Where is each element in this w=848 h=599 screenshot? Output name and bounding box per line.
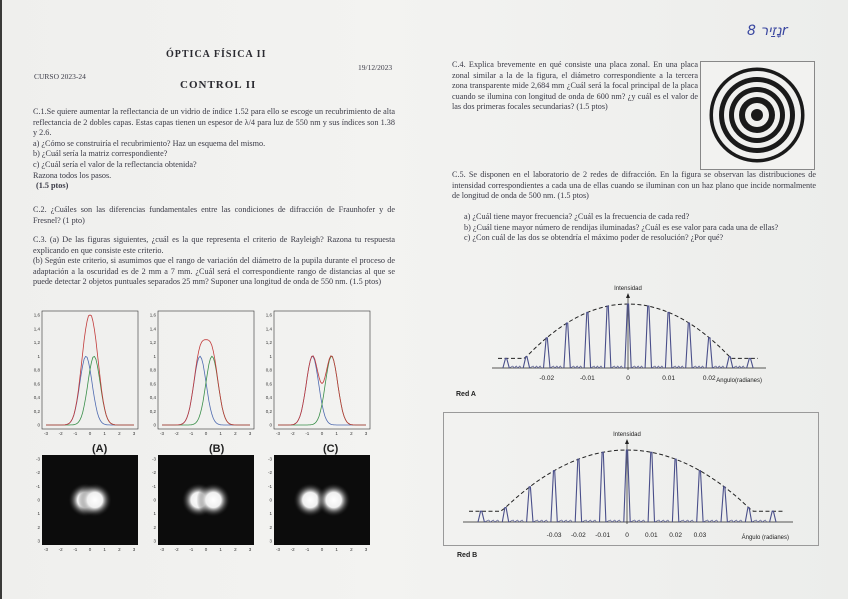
tick-label-1: -0.02 <box>570 532 586 539</box>
img-ytick-1-4: 1 <box>153 511 156 517</box>
tick-label-4: 0.02 <box>702 375 716 382</box>
img-ytick-1-6: 3 <box>153 538 156 544</box>
ytick-0-0: 1,6 <box>33 312 40 318</box>
xtick-1-5: 2 <box>234 431 237 436</box>
question-c1 <box>33 107 395 192</box>
y-axis-label: Intensidad <box>613 432 641 438</box>
label-plot-c: (C) <box>323 443 339 455</box>
ytick-1-8: 0 <box>153 422 156 428</box>
xtick-0-0: -3 <box>43 431 49 436</box>
ytick-2-8: 0 <box>269 422 272 428</box>
tick-label-6: 0.03 <box>693 532 707 539</box>
xtick-0-5: 2 <box>118 431 121 436</box>
ytick-0-7: 0,2 <box>33 408 40 414</box>
ytick-2-0: 1,6 <box>265 312 272 318</box>
ytick-1-3: 1 <box>153 353 156 359</box>
peak-7 <box>648 452 654 522</box>
curve-right-0 <box>46 356 134 425</box>
peak-2 <box>544 338 551 368</box>
img-xtick-2-6: 3 <box>364 547 368 552</box>
tick-label-5: 0.02 <box>669 532 682 539</box>
peak-8 <box>665 312 671 368</box>
img-xtick-0-6: 3 <box>132 547 136 552</box>
img-ytick-0-2: -1 <box>35 483 40 489</box>
zone-plate-image <box>701 62 814 169</box>
img-ytick-2-5: 2 <box>269 524 272 530</box>
c1-points: (1.5 ptos) <box>36 181 69 191</box>
img-ytick-0-3: 0 <box>37 497 40 503</box>
peak-12 <box>747 358 753 368</box>
xtick-2-5: 2 <box>350 431 353 436</box>
ytick-0-4: 0,8 <box>33 367 40 373</box>
question-c3 <box>33 235 395 288</box>
tick-label-0: -0.02 <box>539 375 555 382</box>
label-plot-b: (B) <box>209 443 225 455</box>
curve-left-1 <box>162 356 250 425</box>
airy-spot-right-1 <box>196 483 230 517</box>
peak-4 <box>575 459 581 522</box>
ytick-2-4: 0,8 <box>265 367 272 373</box>
chart-name-red-b: Red B <box>457 552 478 559</box>
c1-part-a: a) ¿Cómo se construiría el recubrimiento? Haz un esquema del mismo. <box>33 138 266 148</box>
xtick-0-6: 3 <box>132 431 136 436</box>
ytick-0-1: 1,4 <box>33 326 40 332</box>
xtick-0-4: 1 <box>103 431 106 436</box>
img-xtick-1-2: -1 <box>189 547 194 552</box>
xtick-0-3: 0 <box>88 431 92 436</box>
ytick-1-5: 0,6 <box>149 381 156 387</box>
img-xtick-1-0: -3 <box>159 547 165 552</box>
y-axis-arrow <box>625 439 629 444</box>
grating-chart-red-b <box>443 412 817 572</box>
course-label: CURSO 2023-24 <box>34 72 86 81</box>
ytick-2-2: 1,2 <box>265 340 272 345</box>
img-xtick-1-3: 0 <box>204 547 208 552</box>
ytick-0-6: 0,4 <box>33 395 40 400</box>
xtick-2-1: -2 <box>290 431 295 436</box>
exam-title: ÓPTICA FÍSICA II <box>166 49 267 60</box>
handwritten-note: נָזַיר 8r <box>747 23 788 39</box>
question-c5: C.5. Se disponen en el laboratorio de 2 redes de difracción. En la figura se observan las distribuciones de intensidad correspondientes a cada una de ellas cuando se iluminan con un haz plano que incide normalmente de longitud de onda de 500 nm. (1.5 ptos) <box>452 170 816 201</box>
tick-label-1: -0.01 <box>579 375 595 382</box>
ytick-2-6: 0,4 <box>265 395 272 400</box>
peak-4 <box>584 312 590 368</box>
img-xtick-2-5: 2 <box>350 547 353 552</box>
tick-label-0: -0.03 <box>546 532 562 539</box>
airy-spot-right-0 <box>78 483 112 517</box>
img-ytick-1-0: -3 <box>151 456 156 462</box>
img-xtick-2-1: -2 <box>290 547 295 552</box>
c1-part-c: c) ¿Cuál sería el valor de la reflectancia obtenida? <box>33 159 197 169</box>
peak-5 <box>600 452 606 522</box>
img-xtick-1-4: 1 <box>219 547 222 552</box>
img-ytick-0-1: -2 <box>35 470 40 476</box>
xtick-2-3: 0 <box>320 431 324 436</box>
ytick-2-1: 1,4 <box>265 326 272 332</box>
curve-right-1 <box>162 356 250 425</box>
img-ytick-1-3: 0 <box>153 497 156 503</box>
rayleigh-figures <box>30 305 390 567</box>
c5-part-a: a) ¿Cuál tiene mayor frecuencia? ¿Cuál es la frecuencia de cada red? <box>464 212 690 221</box>
ytick-1-1: 1,4 <box>149 326 156 332</box>
img-ytick-2-1: -2 <box>267 470 272 476</box>
ytick-1-4: 0,8 <box>149 367 156 373</box>
ytick-2-3: 1 <box>269 353 272 359</box>
plot-frame-2 <box>274 311 370 429</box>
exam-date: 19/12/2023 <box>358 63 393 72</box>
question-c2: C.2. ¿Cuáles son las diferencias fundamentales entre las condiciones de difracción de Fraunhofer y de Fresnel? (1 pto) <box>33 205 395 225</box>
c5-part-b: b) ¿Cuál tiene mayor número de rendijas iluminadas? ¿Cuál es ese valor para cada una de ellas? <box>464 222 779 232</box>
zone-ring-7 <box>751 109 763 121</box>
img-ytick-0-6: 3 <box>37 538 40 544</box>
peak-10 <box>706 338 712 368</box>
xtick-1-0: -3 <box>159 431 165 436</box>
c5-part-c: c) ¿Con cuál de las dos se obtendría el máximo poder de resolución? ¿Por qué? <box>464 233 724 243</box>
img-xtick-1-1: -2 <box>174 547 179 552</box>
chart-name-red-a: Red A <box>456 391 476 398</box>
img-xtick-1-6: 3 <box>248 547 252 552</box>
img-ytick-1-1: -2 <box>151 470 156 476</box>
xtick-2-0: -3 <box>275 431 281 436</box>
xtick-0-1: -2 <box>58 431 63 436</box>
peak-3 <box>564 323 570 368</box>
peak-9 <box>686 323 692 368</box>
img-xtick-0-0: -3 <box>43 547 49 552</box>
y-axis-arrow <box>626 293 630 298</box>
img-xtick-2-0: -3 <box>275 547 281 552</box>
zone-plate-frame <box>700 61 815 170</box>
question-c4: C.4. Explica brevemente en qué consiste una placa zonal. En una placa zonal similar a la de la figura, el diámetro correspondiente a la tercera zona transparente mide 2,684 mm ¿Cuál será la focal principal de la placa cuando se ilumina con longitud de onda de 600 nm? ¿y cuál es el valor de las dos primeras focales secundarias? (1.5 ptos) <box>452 60 698 112</box>
peak-9 <box>697 471 703 522</box>
img-ytick-2-4: 1 <box>269 511 272 517</box>
img-xtick-1-5: 2 <box>234 547 237 552</box>
img-xtick-2-4: 1 <box>335 547 338 552</box>
img-ytick-2-6: 3 <box>269 538 272 544</box>
tick-label-4: 0.01 <box>644 532 658 539</box>
img-ytick-2-3: 0 <box>269 497 272 503</box>
ytick-0-5: 0,6 <box>33 381 40 387</box>
xtick-1-1: -2 <box>174 431 179 436</box>
tick-label-3: 0 <box>625 532 629 539</box>
peak-3 <box>551 471 557 522</box>
exam-sheet <box>2 0 848 599</box>
img-ytick-1-5: 2 <box>153 524 156 530</box>
peak-12 <box>770 511 776 522</box>
x-axis-label: Angulo(radianes) <box>716 378 762 384</box>
img-ytick-0-4: 1 <box>37 511 40 517</box>
img-xtick-2-2: -1 <box>305 547 310 552</box>
peak-0 <box>478 511 484 522</box>
tick-label-2: -0.01 <box>595 532 611 539</box>
xtick-0-2: -1 <box>73 431 78 436</box>
peak-8 <box>672 459 678 522</box>
label-plot-a: (A) <box>92 443 108 455</box>
peak-7 <box>645 306 651 368</box>
c1-part-b: b) ¿Cuál sería la matriz correspondiente? <box>33 149 168 159</box>
tick-label-2: 0 <box>626 375 630 382</box>
img-ytick-1-2: -1 <box>151 483 156 489</box>
c5-questions <box>464 212 816 244</box>
ytick-0-8: 0 <box>37 422 40 428</box>
xtick-1-6: 3 <box>248 431 252 436</box>
ytick-0-3: 1 <box>37 353 40 359</box>
ytick-2-7: 0,2 <box>265 408 272 414</box>
img-xtick-0-2: -1 <box>73 547 78 552</box>
peak-11 <box>745 508 751 523</box>
plot-frame-1 <box>158 311 254 429</box>
peak-2 <box>527 487 533 522</box>
img-xtick-2-3: 0 <box>320 547 324 552</box>
ytick-0-2: 1,2 <box>33 340 40 345</box>
img-ytick-2-2: -1 <box>267 483 272 489</box>
airy-spot-right-2 <box>317 483 351 517</box>
curve-left-0 <box>46 356 134 425</box>
xtick-2-2: -1 <box>305 431 310 436</box>
xtick-1-2: -1 <box>189 431 194 436</box>
c1-reason: Razona todos los pasos. <box>33 170 112 180</box>
ytick-1-2: 1,2 <box>149 340 156 345</box>
img-xtick-0-5: 2 <box>118 547 121 552</box>
peak-5 <box>605 306 611 368</box>
img-xtick-0-1: -2 <box>58 547 63 552</box>
curve-sum-2 <box>278 356 366 425</box>
grating-chart-red-a <box>450 272 792 406</box>
tick-label-3: 0.01 <box>662 375 675 382</box>
curve-right-2 <box>278 357 366 425</box>
img-ytick-2-0: -3 <box>267 456 272 462</box>
img-xtick-0-3: 0 <box>88 547 92 552</box>
ytick-1-0: 1,6 <box>149 312 156 318</box>
peak-0 <box>503 358 509 368</box>
c1-statement: C.1.Se quiere aumentar la reflectancia de un vidrio de índice 1.52 para ello se escoge un recubrimiento de alta reflectancia de 2 dobles capas. Estas capas tienen un espesor de λ/4 para luz de 550 nm y sus índices son 1.38 y 2.6. <box>33 107 395 138</box>
img-ytick-0-5: 2 <box>37 524 40 530</box>
ytick-1-6: 0,4 <box>149 395 156 400</box>
curve-left-2 <box>278 357 366 425</box>
peak-10 <box>721 487 727 522</box>
xtick-2-6: 3 <box>364 431 368 436</box>
ytick-2-5: 0,6 <box>265 381 272 387</box>
xtick-2-4: 1 <box>335 431 338 436</box>
img-xtick-0-4: 1 <box>103 547 106 552</box>
img-ytick-0-0: -3 <box>35 456 40 462</box>
xtick-1-3: 0 <box>204 431 208 436</box>
x-axis-label: Ángulo (radianes) <box>741 535 789 541</box>
c3-part-a: C.3. (a) De las figuras siguientes, ¿cuál es la que representa el criterio de Rayleigh? Razona tu respuesta explicando en que consiste este criterio. <box>33 235 395 255</box>
y-axis-label: Intensidad <box>614 286 642 292</box>
ytick-1-7: 0,2 <box>149 408 156 414</box>
c3-part-b: (b) Según este criterio, si asumimos que el rango de variación del diámetro de la pupila durante el proceso de adaptación a la oscuridad es de 2 mm a 7 mm. ¿Cuál será el correspondiente rango de distancias al que se puede detectar 2 objetos puntuales separados 25 mm? Suponer una longitud de onda de 550 nm. (1.5 ptos) <box>33 256 395 287</box>
exam-subtitle: CONTROL II <box>180 79 257 91</box>
xtick-1-4: 1 <box>219 431 222 436</box>
